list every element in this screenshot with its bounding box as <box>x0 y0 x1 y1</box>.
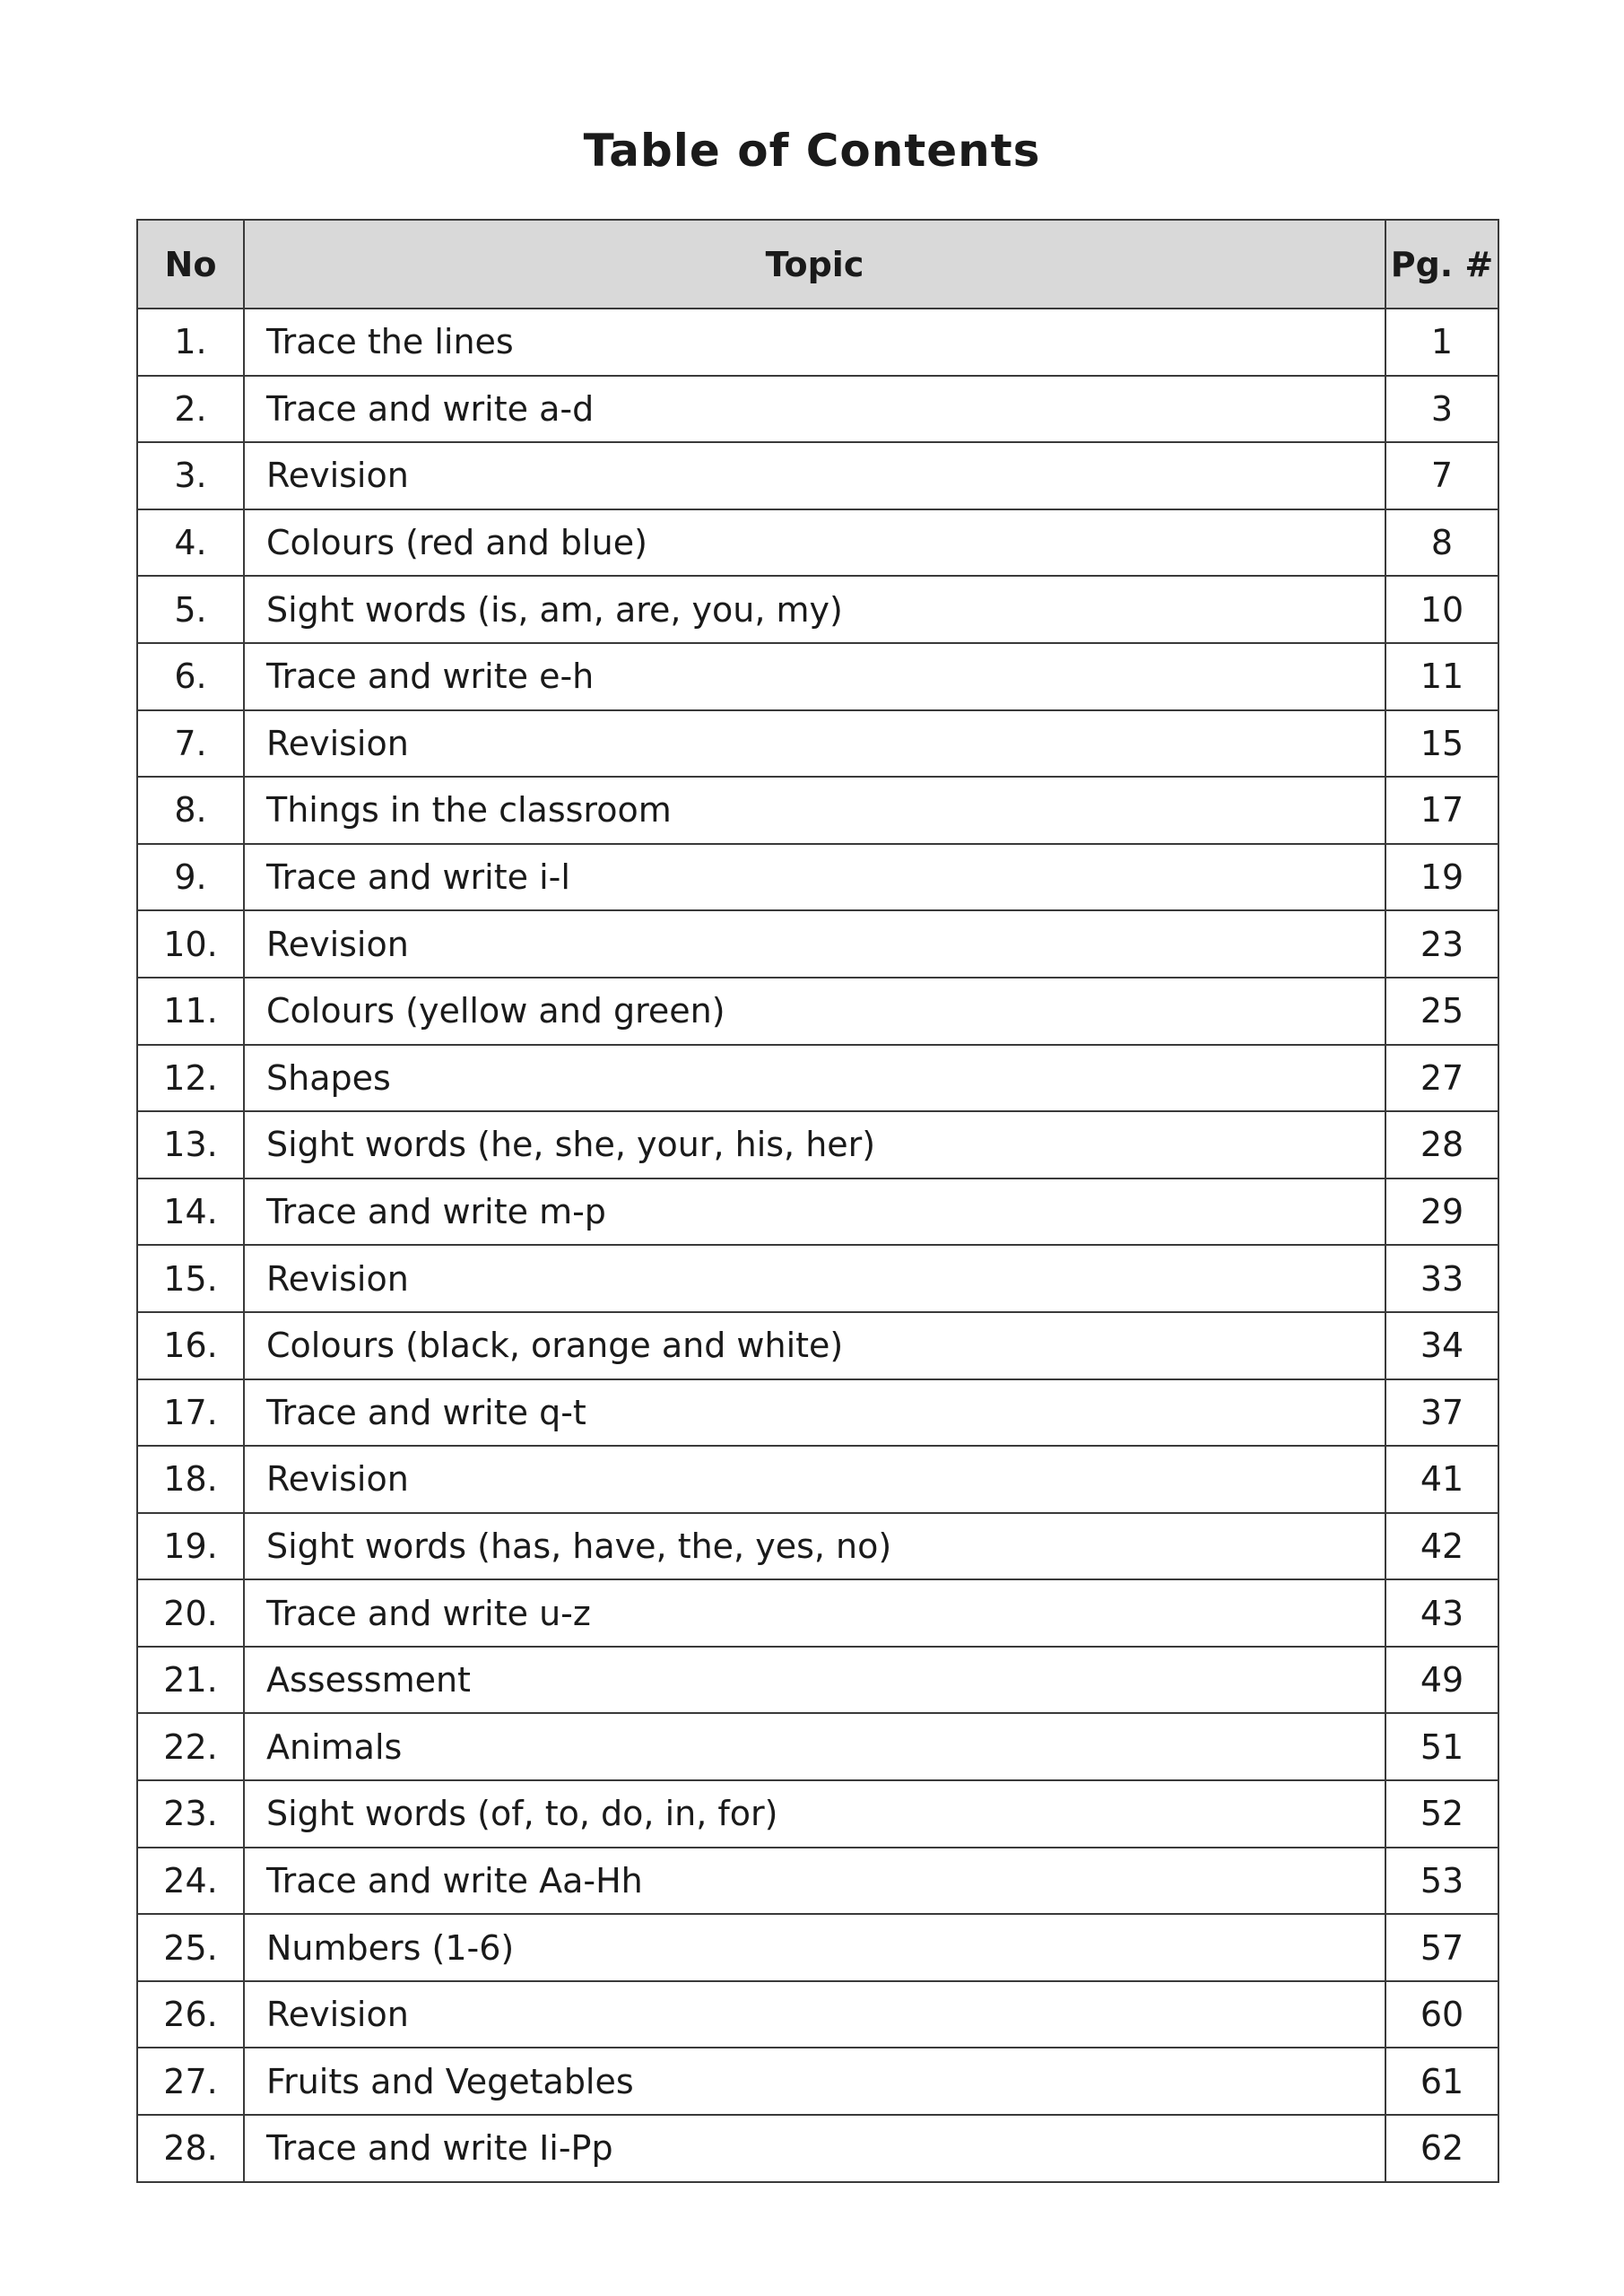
table-row <box>137 376 1498 443</box>
row-number: 11. <box>137 978 244 1045</box>
table-row <box>137 710 1498 778</box>
row-number: 6. <box>137 643 244 710</box>
row-page-number: 37 <box>1385 1379 1498 1447</box>
table-row <box>137 1647 1498 1714</box>
row-number: 23. <box>137 1780 244 1848</box>
row-page-number: 7 <box>1385 442 1498 509</box>
row-number: 20. <box>137 1579 244 1647</box>
row-topic: Colours (black, orange and white) <box>244 1312 1385 1379</box>
table-row <box>137 1111 1498 1178</box>
row-topic: Trace and write i-l <box>244 844 1385 911</box>
row-number: 21. <box>137 1647 244 1714</box>
table-row <box>137 1914 1498 1981</box>
row-topic: Sight words (is, am, are, you, my) <box>244 576 1385 643</box>
row-topic: Colours (red and blue) <box>244 509 1385 577</box>
table-row <box>137 1848 1498 1915</box>
table-row <box>137 442 1498 509</box>
row-page-number: 42 <box>1385 1513 1498 1580</box>
table-row <box>137 1379 1498 1447</box>
table-row <box>137 309 1498 376</box>
row-page-number: 33 <box>1385 1245 1498 1312</box>
row-page-number: 10 <box>1385 576 1498 643</box>
toc-table-body <box>137 309 1498 2182</box>
row-topic: Revision <box>244 710 1385 778</box>
row-topic: Trace and write a-d <box>244 376 1385 443</box>
table-row <box>137 509 1498 577</box>
header-page: Pg. # <box>1385 220 1498 309</box>
table-row <box>137 1981 1498 2048</box>
row-number: 17. <box>137 1379 244 1447</box>
row-page-number: 61 <box>1385 2048 1498 2115</box>
row-number: 8. <box>137 777 244 844</box>
row-number: 28. <box>137 2115 244 2182</box>
row-page-number: 11 <box>1385 643 1498 710</box>
row-topic: Colours (yellow and green) <box>244 978 1385 1045</box>
table-row <box>137 978 1498 1045</box>
header-topic: Topic <box>244 220 1385 309</box>
row-page-number: 27 <box>1385 1045 1498 1112</box>
row-page-number: 57 <box>1385 1914 1498 1981</box>
table-row <box>137 1513 1498 1580</box>
row-topic: Numbers (1-6) <box>244 1914 1385 1981</box>
table-row <box>137 1312 1498 1379</box>
row-page-number: 29 <box>1385 1178 1498 1246</box>
row-page-number: 43 <box>1385 1579 1498 1647</box>
table-row <box>137 643 1498 710</box>
row-number: 18. <box>137 1446 244 1513</box>
row-number: 1. <box>137 309 244 376</box>
table-row <box>137 1579 1498 1647</box>
row-number: 9. <box>137 844 244 911</box>
row-topic: Trace and write e-h <box>244 643 1385 710</box>
row-page-number: 62 <box>1385 2115 1498 2182</box>
table-row <box>137 910 1498 978</box>
row-page-number: 34 <box>1385 1312 1498 1379</box>
row-topic: Animals <box>244 1713 1385 1780</box>
row-topic: Revision <box>244 910 1385 978</box>
row-topic: Trace and write Ii-Pp <box>244 2115 1385 2182</box>
table-row <box>137 1713 1498 1780</box>
table-row <box>137 2115 1498 2182</box>
row-topic: Trace and write Aa-Hh <box>244 1848 1385 1915</box>
row-page-number: 3 <box>1385 376 1498 443</box>
row-topic: Trace and write q-t <box>244 1379 1385 1447</box>
table-row <box>137 1178 1498 1246</box>
toc-table-header <box>137 220 1498 309</box>
row-page-number: 51 <box>1385 1713 1498 1780</box>
row-topic: Sight words (of, to, do, in, for) <box>244 1780 1385 1848</box>
row-page-number: 53 <box>1385 1848 1498 1915</box>
table-row <box>137 1446 1498 1513</box>
row-number: 7. <box>137 710 244 778</box>
row-number: 12. <box>137 1045 244 1112</box>
row-number: 24. <box>137 1848 244 1915</box>
table-row <box>137 2048 1498 2115</box>
row-number: 22. <box>137 1713 244 1780</box>
row-page-number: 41 <box>1385 1446 1498 1513</box>
row-number: 5. <box>137 576 244 643</box>
table-row <box>137 1045 1498 1112</box>
row-topic: Shapes <box>244 1045 1385 1112</box>
row-topic: Trace the lines <box>244 309 1385 376</box>
row-number: 3. <box>137 442 244 509</box>
row-number: 10. <box>137 910 244 978</box>
row-number: 19. <box>137 1513 244 1580</box>
table-row <box>137 1245 1498 1312</box>
row-page-number: 52 <box>1385 1780 1498 1848</box>
row-topic: Trace and write u-z <box>244 1579 1385 1647</box>
row-topic: Things in the classroom <box>244 777 1385 844</box>
row-page-number: 49 <box>1385 1647 1498 1714</box>
header-no: No <box>137 220 244 309</box>
header-row <box>137 220 1498 309</box>
row-number: 27. <box>137 2048 244 2115</box>
row-page-number: 17 <box>1385 777 1498 844</box>
row-topic: Sight words (he, she, your, his, her) <box>244 1111 1385 1178</box>
row-page-number: 25 <box>1385 978 1498 1045</box>
table-row <box>137 576 1498 643</box>
table-row <box>137 777 1498 844</box>
row-page-number: 1 <box>1385 309 1498 376</box>
row-number: 16. <box>137 1312 244 1379</box>
row-topic: Sight words (has, have, the, yes, no) <box>244 1513 1385 1580</box>
page-title: Table of Contents <box>583 125 1041 177</box>
row-topic: Fruits and Vegetables <box>244 2048 1385 2115</box>
row-number: 2. <box>137 376 244 443</box>
row-topic: Revision <box>244 1981 1385 2048</box>
row-topic: Trace and write m-p <box>244 1178 1385 1246</box>
row-page-number: 15 <box>1385 710 1498 778</box>
row-number: 15. <box>137 1245 244 1312</box>
row-page-number: 60 <box>1385 1981 1498 2048</box>
row-page-number: 8 <box>1385 509 1498 577</box>
row-page-number: 19 <box>1385 844 1498 911</box>
table-row <box>137 1780 1498 1848</box>
row-number: 25. <box>137 1914 244 1981</box>
row-topic: Assessment <box>244 1647 1385 1714</box>
row-page-number: 23 <box>1385 910 1498 978</box>
row-number: 4. <box>137 509 244 577</box>
row-topic: Revision <box>244 1446 1385 1513</box>
toc-table <box>136 219 1499 2183</box>
row-number: 26. <box>137 1981 244 2048</box>
row-topic: Revision <box>244 1245 1385 1312</box>
table-row <box>137 844 1498 911</box>
row-topic: Revision <box>244 442 1385 509</box>
row-number: 13. <box>137 1111 244 1178</box>
row-number: 14. <box>137 1178 244 1246</box>
row-page-number: 28 <box>1385 1111 1498 1178</box>
